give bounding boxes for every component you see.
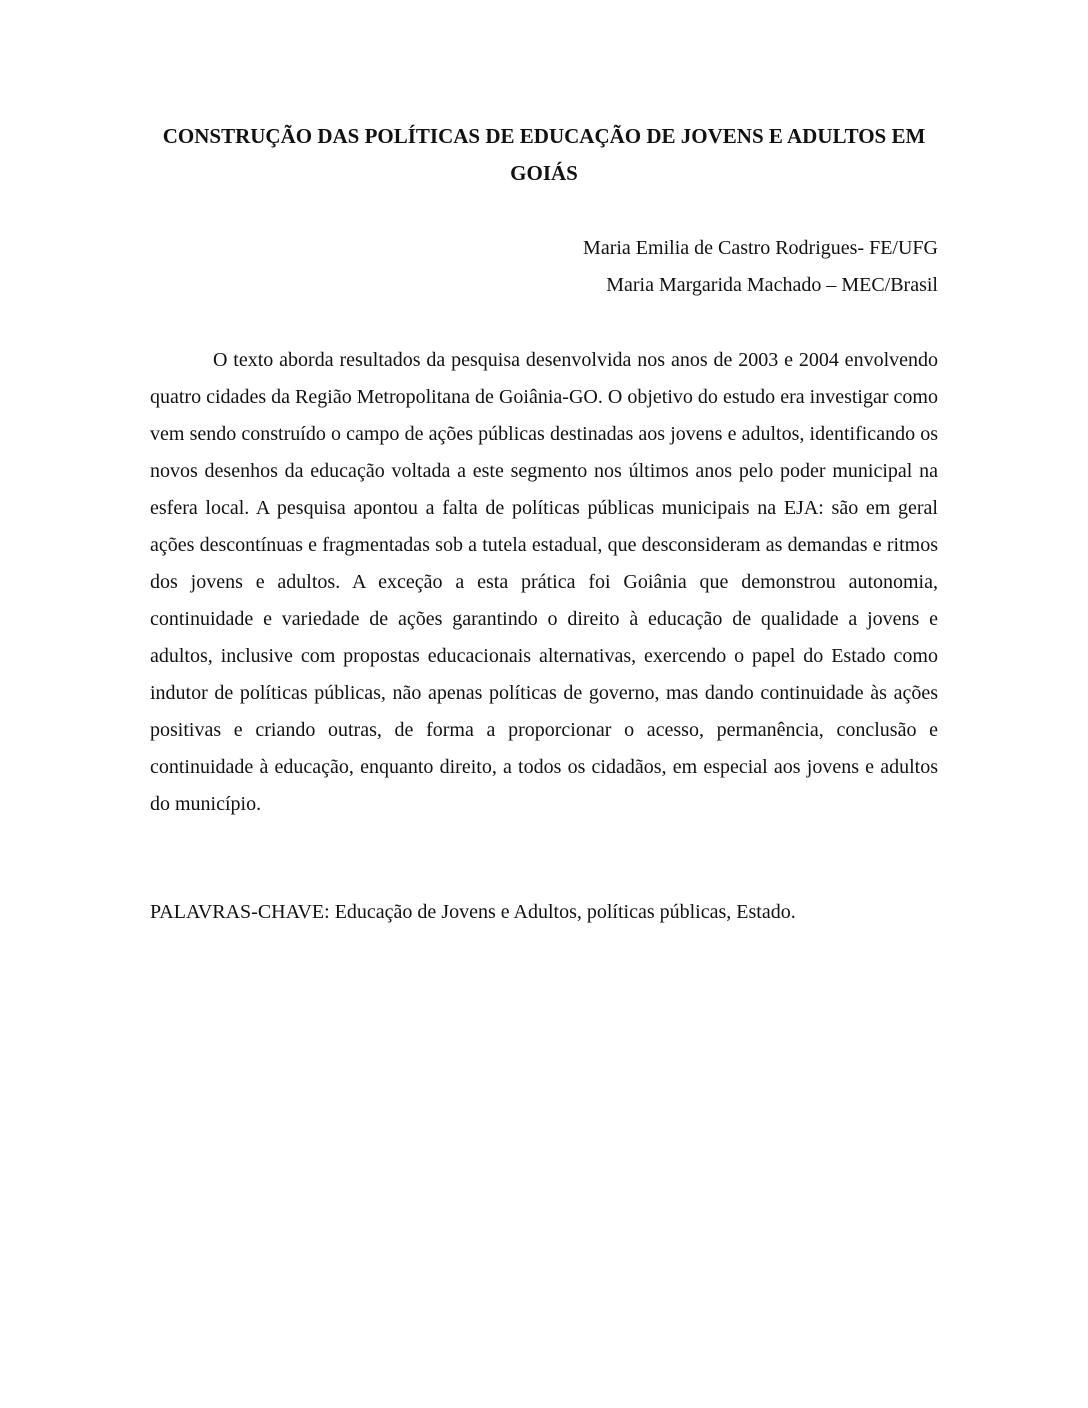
abstract-paragraph: O texto aborda resultados da pesquisa desenvolvida nos anos de 2003 e 2004 envolvendo quatro cidades da Região Metropolitana de Goiânia-GO. O objetivo do estudo era investigar como vem sendo construído o campo de ações públicas destinadas aos jovens e adultos, identificando os novos desenhos da educação voltada a este segmento nos últimos anos pelo poder municipal na esfera local. A pesquisa apontou a falta de políticas públicas municipais na EJA: são em geral ações descontínuas e fragmentadas sob a tutela estadual, que desconsideram as demandas e ritmos dos jovens e adultos. A exceção a esta prática foi Goiânia que demonstrou autonomia, continuidade e variedade de ações garantindo o direito à educação de qualidade a jovens e adultos, inclusive com propostas educacionais alternativas, exercendo o papel do Estado como indutor de políticas públicas, não apenas políticas de governo, mas dando continuidade às ações positivas e criando outras, de forma a proporcionar o acesso, permanência, conclusão e continuidade à educação, enquanto direito, a todos os cidadãos, em especial aos jovens e adultos do município.	[150, 349, 938, 815]
author-list	[150, 230, 938, 304]
page-title: CONSTRUÇÃO DAS POLÍTICAS DE EDUCAÇÃO DE JOVENS E ADULTOS EM GOIÁS	[162, 124, 926, 185]
author-line: Maria Margarida Machado – MEC/Brasil	[606, 274, 938, 296]
keywords-line: PALAVRAS-CHAVE: Educação de Jovens e Adultos, políticas públicas, Estado.	[150, 901, 796, 923]
author-line: Maria Emilia de Castro Rodrigues- FE/UFG	[583, 237, 938, 259]
